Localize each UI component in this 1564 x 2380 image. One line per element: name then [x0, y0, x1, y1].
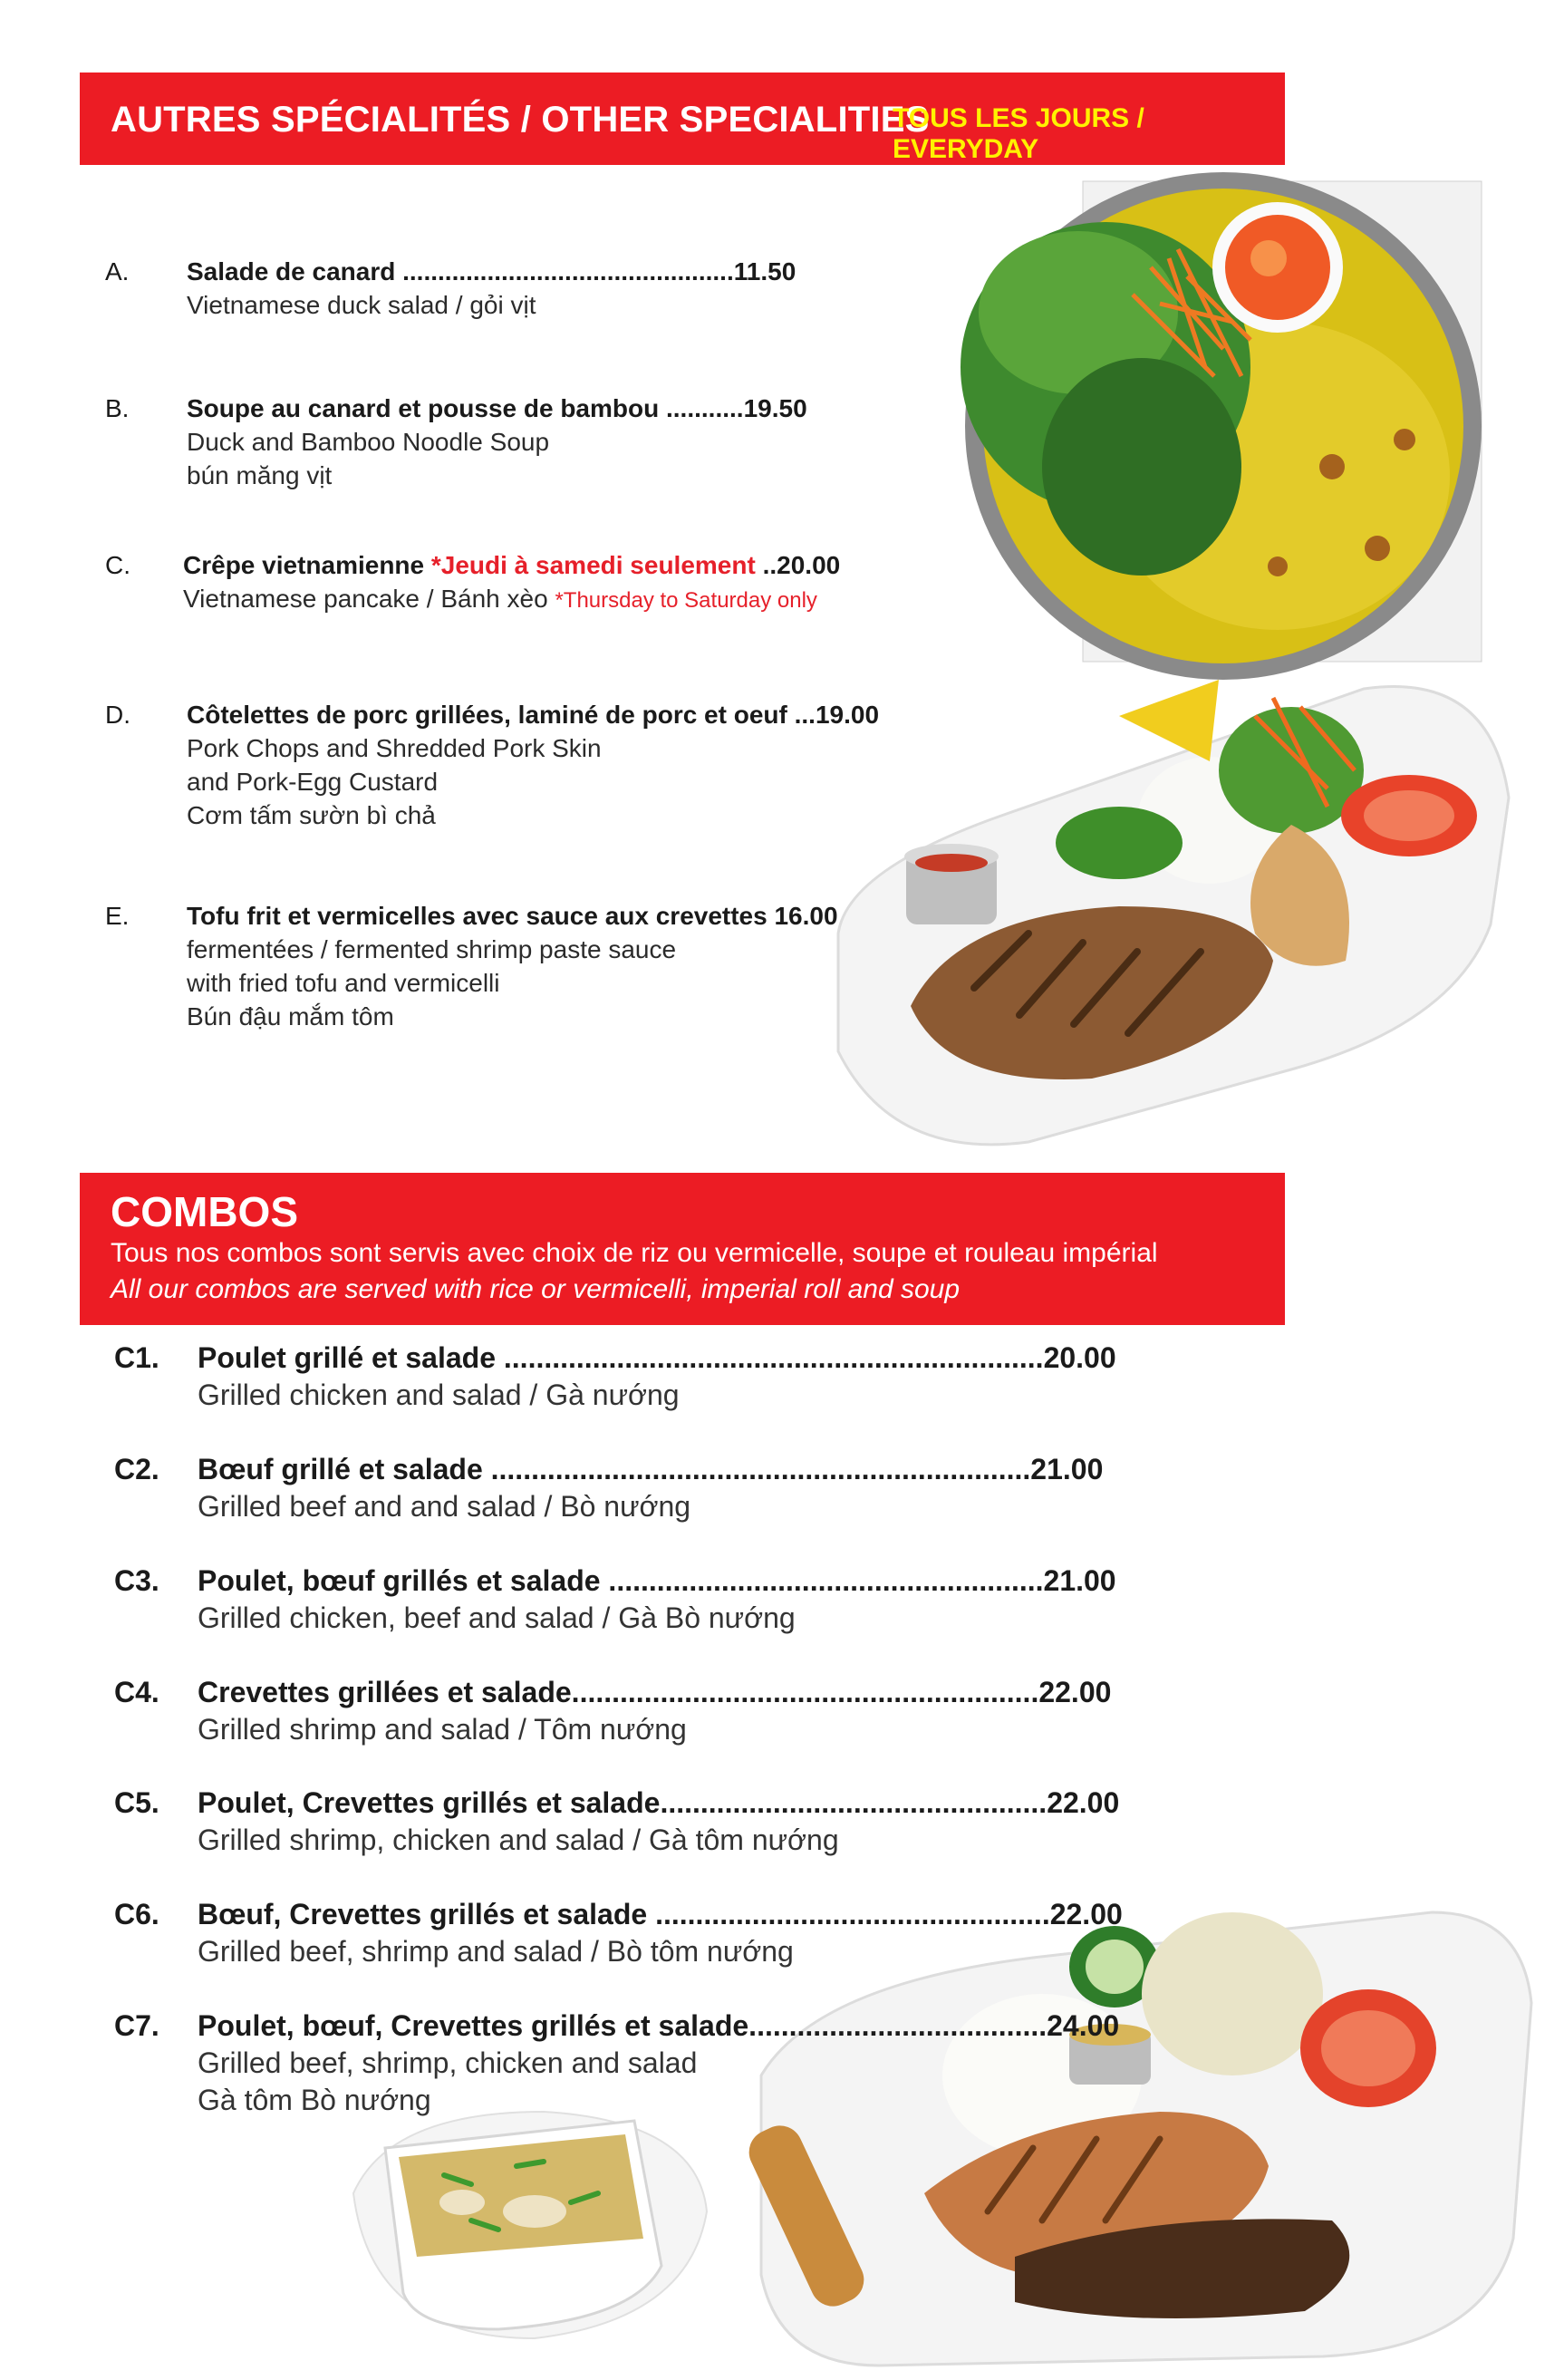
- availability-note-en: *Thursday to Saturday only: [555, 588, 817, 613]
- combos-title: COMBOS: [111, 1188, 298, 1235]
- specialties-banner: [80, 73, 1285, 165]
- combo-code: C5.: [114, 1786, 159, 1819]
- specialty-description: Vietnamese duck salad / gỏi vịt: [187, 291, 536, 319]
- specialties-subtitle: TOUS LES JOURS / EVERYDAY: [893, 103, 1144, 164]
- soup-bowl-photo: [335, 2085, 725, 2356]
- specialty-title: Soupe au canard et pousse de bambou: [187, 394, 666, 422]
- combo-price: 22.00: [1047, 1786, 1120, 1819]
- combo-title: Poulet, Crevettes grillés et salade: [198, 1786, 661, 1819]
- combo-title: Poulet grillé et salade: [198, 1341, 504, 1374]
- combo-description: Gà tôm Bò nướng: [198, 2084, 431, 2116]
- specialty-description: with fried tofu and vermicelli: [187, 969, 500, 997]
- combo-code: C4.: [114, 1676, 159, 1708]
- specialty-description: bún măng vịt: [187, 461, 333, 489]
- specialty-price: 16.00: [774, 902, 838, 930]
- specialty-code: B.: [105, 394, 130, 422]
- leader-dots: ...........: [666, 394, 744, 422]
- specialty-description: Bún đậu mắm tôm: [187, 1002, 394, 1030]
- specialty-price: 11.50: [733, 257, 796, 285]
- combo-description: Grilled beef and and salad / Bò nướng: [198, 1490, 691, 1523]
- specialty-title: Tofu frit et vermicelles avec sauce aux crevettes: [187, 902, 775, 930]
- combo-code: C6.: [114, 1898, 159, 1930]
- specialty-price: 19.50: [743, 394, 807, 422]
- combo-price: 22.00: [1049, 1898, 1123, 1930]
- combos-banner: [80, 1173, 1285, 1325]
- combo-price: 22.00: [1038, 1676, 1112, 1708]
- specialties-title: AUTRES SPÉCIALITÉS / OTHER SPECIALITIES: [111, 100, 930, 140]
- combo-code: C2.: [114, 1453, 159, 1485]
- combo-price: 24.00: [1047, 2009, 1120, 2042]
- specialty-code: D.: [105, 701, 130, 729]
- combo-title: Bœuf grillé et salade: [198, 1453, 491, 1485]
- specialty-title: Crêpe vietnamienne: [183, 551, 431, 579]
- combo-description: Grilled beef, shrimp, chicken and salad: [198, 2046, 698, 2079]
- specialty-description: fermentées / fermented shrimp paste sauce: [187, 935, 677, 963]
- specialty-description: and Pork-Egg Custard: [187, 768, 439, 796]
- combos-description-fr: Tous nos combos sont servis avec choix de riz ou vermicelle, soupe et rouleau impérial: [111, 1238, 1158, 1268]
- specialty-description: Cơm tấm sườn bì chả: [187, 801, 436, 829]
- specialty-description: Pork Chops and Shredded Pork Skin: [187, 734, 602, 762]
- specialty-code: A.: [105, 257, 130, 285]
- combo-description: Grilled chicken, beef and salad / Gà Bò nướng: [198, 1601, 796, 1634]
- leader-dots: ......................................................: [608, 1564, 1044, 1597]
- combos-description-en: All our combos are served with rice or vermicelli, imperial roll and soup: [111, 1274, 961, 1304]
- combo-code: C7.: [114, 2009, 159, 2042]
- combo-description: Grilled shrimp and salad / Tôm nướng: [198, 1713, 687, 1746]
- combo-code: C3.: [114, 1564, 159, 1597]
- combo-title: Crevettes grillées et salade: [198, 1676, 572, 1708]
- specialty-price: 20.00: [777, 551, 841, 579]
- specialty-code: C.: [105, 551, 130, 579]
- combo-description: Grilled chicken and salad / Gà nướng: [198, 1379, 680, 1411]
- combo-description: Grilled shrimp, chicken and salad / Gà tôm nướng: [198, 1824, 839, 1856]
- specialty-description: Duck and Bamboo Noodle Soup: [187, 428, 550, 456]
- specialty-title: Côtelettes de porc grillées, laminé de porc et oeuf: [187, 701, 795, 729]
- leader-dots: .....................................: [748, 2009, 1047, 2042]
- leader-dots: ..........................................................: [571, 1676, 1039, 1708]
- leader-dots: ...: [794, 701, 816, 729]
- specialty-description: Vietnamese pancake / Bánh xèo: [183, 585, 555, 613]
- banh-xeo-photo: [951, 168, 1495, 684]
- leader-dots: ..: [762, 551, 777, 579]
- specialty-price: 19.00: [815, 701, 880, 729]
- leader-dots: .................................................: [655, 1898, 1050, 1930]
- specialty-title: Salade de canard: [187, 257, 403, 285]
- combo-price: 20.00: [1043, 1341, 1116, 1374]
- leader-dots: ...................................................................: [503, 1341, 1044, 1374]
- combo-code: C1.: [114, 1341, 159, 1374]
- availability-note: *Jeudi à samedi seulement: [430, 551, 763, 579]
- leader-dots: ...............................................: [402, 257, 734, 285]
- combo-title: Bœuf, Crevettes grillés et salade: [198, 1898, 656, 1930]
- specialty-code: E.: [105, 902, 130, 930]
- combo-price: 21.00: [1030, 1453, 1104, 1485]
- combo-title: Poulet, bœuf grillés et salade: [198, 1564, 609, 1597]
- leader-dots: ................................................: [660, 1786, 1047, 1819]
- leader-dots: ...................................................................: [490, 1453, 1031, 1485]
- combo-price: 21.00: [1043, 1564, 1116, 1597]
- combo-description: Grilled beef, shrimp and salad / Bò tôm nướng: [198, 1935, 794, 1968]
- combo-title: Poulet, bœuf, Crevettes grillés et salade: [198, 2009, 749, 2042]
